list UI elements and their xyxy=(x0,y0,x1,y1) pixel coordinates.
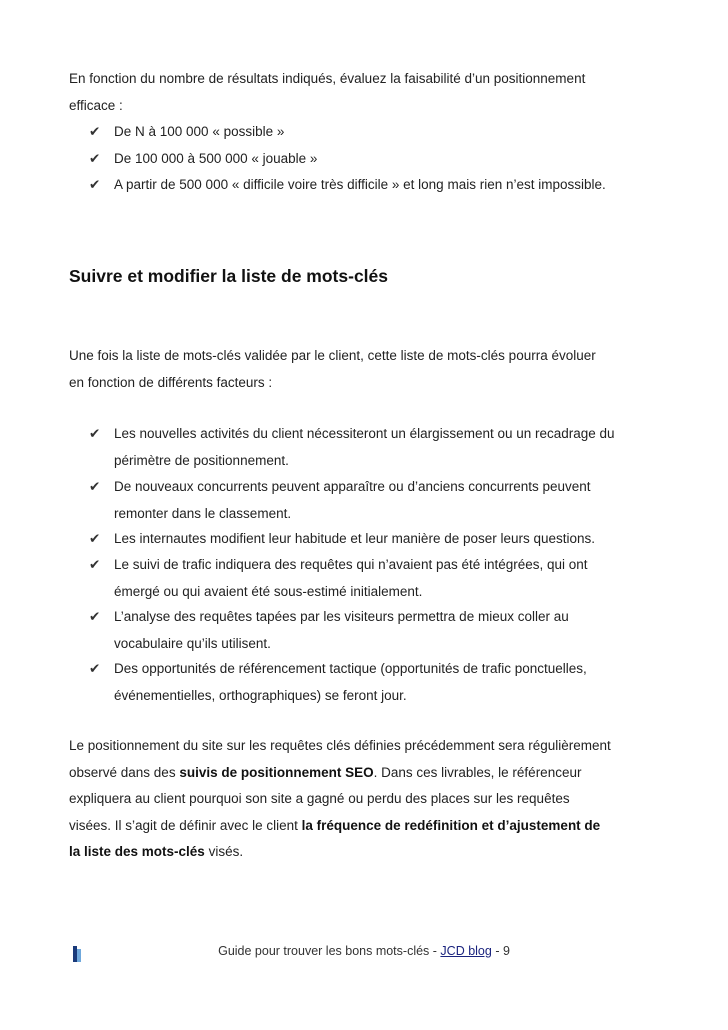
paragraph-line: en fonction de différents facteurs : xyxy=(69,374,273,390)
checkmark-icon: ✔ xyxy=(89,177,101,192)
list-item xyxy=(89,604,669,657)
list-item xyxy=(89,474,669,527)
bold-text: la fréquence de redéfinition et d’ajustement de xyxy=(301,817,601,833)
paragraph-line: Une fois la liste de mots-clés validée par le client, cette liste de mots-clés pourra évoluer xyxy=(69,348,596,363)
paragraph-line: Le positionnement du site sur les requêtes clés définies précédemment sera régulièrement xyxy=(69,738,611,753)
section-heading: Suivre et modifier la liste de mots-clés xyxy=(69,266,388,286)
bold-text: la liste des mots-clés xyxy=(69,844,205,859)
list-item xyxy=(89,656,669,709)
paragraph-line: observé dans des suivis de positionnement SEO. Dans ces livrables, le référenceur xyxy=(69,764,582,780)
list-item xyxy=(89,526,669,553)
list-item-text: De 100 000 à 500 000 « jouable » xyxy=(114,151,318,166)
bold-text: suivis de positionnement SEO xyxy=(179,764,374,780)
list-item xyxy=(89,552,669,605)
intro-paragraph xyxy=(69,66,669,119)
paragraph xyxy=(69,343,669,396)
footer-text: Guide pour trouver les bons mots-clés - xyxy=(218,944,441,958)
list-item xyxy=(89,421,669,474)
list-item xyxy=(89,119,669,146)
intro-line: En fonction du nombre de résultats indiqués, évaluez la faisabilité d’un positionnement xyxy=(69,71,586,86)
intro-line: efficace : xyxy=(69,97,123,113)
list-item-text: De N à 100 000 « possible » xyxy=(114,124,285,139)
paragraph-line: expliquera au client pourquoi son site a gagné ou perdu des places sur les requêtes xyxy=(69,791,570,806)
blog-link[interactable]: JCD blog xyxy=(440,944,492,958)
page-number: - 9 xyxy=(491,944,510,958)
list-item-text: Les internautes modifient leur habitude et leur manière de poser leurs questions. xyxy=(114,531,596,546)
checkmark-icon: ✔ xyxy=(89,661,101,676)
checkmark-icon: ✔ xyxy=(89,609,101,624)
paragraph-line: la liste des mots-clés visés. xyxy=(69,844,244,859)
checkmark-icon: ✔ xyxy=(89,557,101,572)
paragraph-line: visées. Il s’agit de définir avec le client la fréquence de redéfinition et d’ajustement de xyxy=(69,817,601,833)
list-item-text: L’analyse des requêtes tapées par les visiteurs permettra de mieux coller au vocabulaire qu’ils utilisent. xyxy=(114,609,569,651)
paragraph xyxy=(69,733,669,866)
list-item-text: De nouveaux concurrents peuvent apparaître ou d’anciens concurrents peuvent remonter dans le classement. xyxy=(114,479,591,521)
checkmark-icon: ✔ xyxy=(89,151,101,166)
list-item-text: Des opportunités de référencement tactique (opportunités de trafic ponctuelles, événementielles, orthographiques) se feront jour. xyxy=(114,661,587,703)
page-footer xyxy=(0,944,728,958)
list-item-text: A partir de 500 000 « difficile voire très difficile » et long mais rien n’est impossible. xyxy=(114,177,606,192)
checkmark-icon: ✔ xyxy=(89,426,101,441)
list-item-text: Le suivi de trafic indiquera des requêtes qui n’avaient pas été intégrées, qui ont émergé ou qui avaient été sous-estimé initialement. xyxy=(114,557,588,599)
checkmark-icon: ✔ xyxy=(89,124,101,139)
list-item xyxy=(89,172,669,199)
checkmark-icon: ✔ xyxy=(89,531,101,546)
list-item-text: Les nouvelles activités du client nécessiteront un élargissement ou un recadrage du périmètre de positionnement. xyxy=(114,426,615,468)
checkmark-icon: ✔ xyxy=(89,479,101,494)
list-item xyxy=(89,146,669,173)
